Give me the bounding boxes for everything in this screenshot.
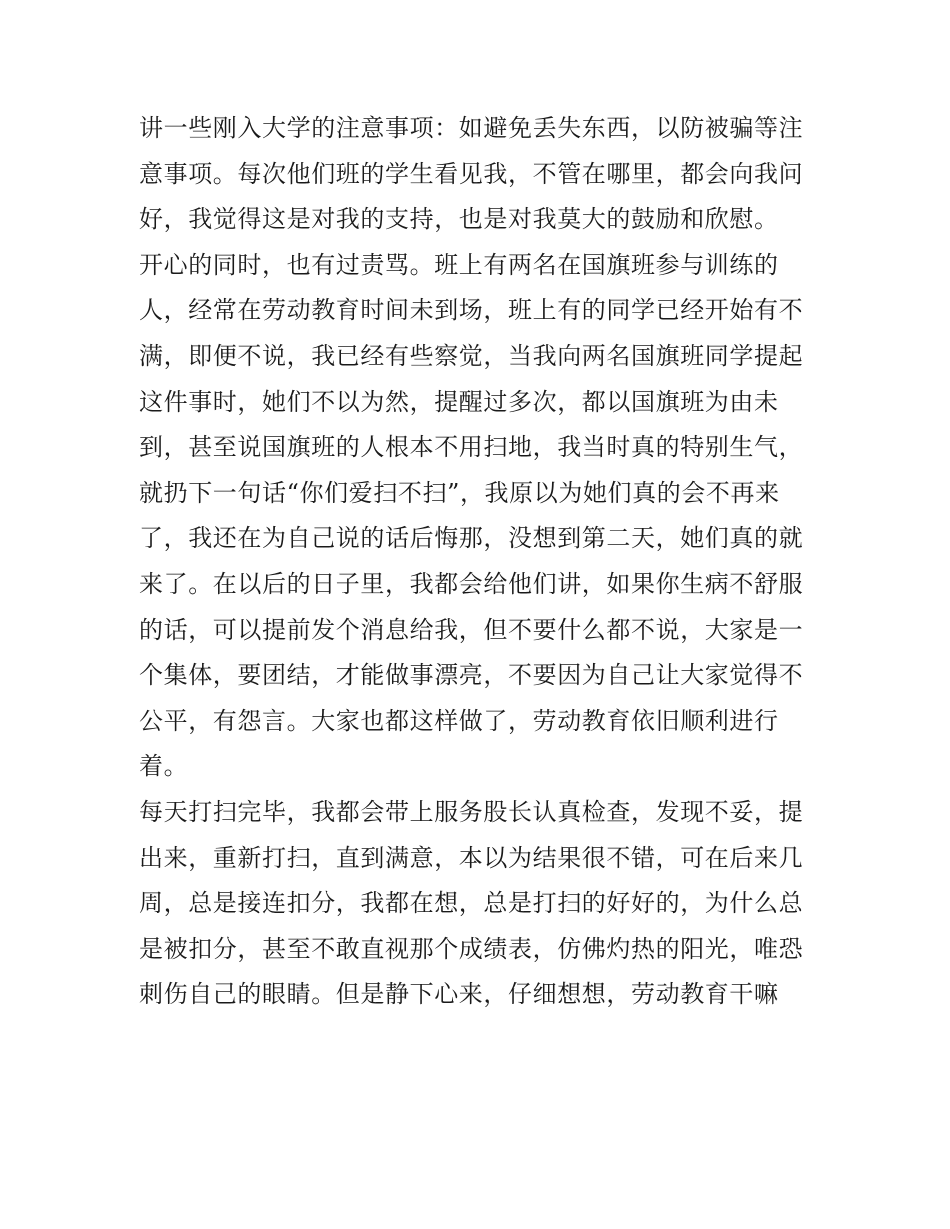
- text-line: 公平，有怨言。大家也都这样做了，劳动教育依旧顺利进行: [139, 706, 779, 735]
- text-line: 刺伤自己的眼睛。但是静下心来，仔细想想，劳动教育干嘛: [139, 980, 779, 1009]
- text-line: 开心的同时，也有过责骂。班上有两名在国旗班参与训练的: [139, 250, 779, 279]
- text-line: 出来，重新打扫，直到满意，本以为结果很不错，可在后来几: [139, 843, 804, 872]
- text-line: 意事项。每次他们班的学生看见我，不管在哪里，都会向我问: [139, 159, 804, 188]
- text-line: 人，经常在劳动教育时间未到场，班上有的同学已经开始有不: [139, 296, 804, 325]
- text-line: 来了。在以后的日子里，我都会给他们讲，如果你生病不舒服: [139, 569, 804, 598]
- text-line: 的话，可以提前发个消息给我，但不要什么都不说，大家是一: [139, 615, 804, 644]
- text-line: 着。: [139, 752, 189, 781]
- text-line: 了，我还在为自己说的话后悔那，没想到第二天，她们真的就: [139, 524, 804, 553]
- text-line: 满，即便不说，我已经有些察觉，当我向两名国旗班同学提起: [139, 341, 804, 370]
- text-line: 是被扣分，甚至不敢直视那个成绩表，仿佛灼热的阳光，唯恐: [139, 934, 804, 963]
- text-line: 每天打扫完毕，我都会带上服务股长认真检查，发现不妥，提: [139, 797, 804, 826]
- text-line: 就扔下一句话“你们爱扫不扫”，我原以为她们真的会不再来: [139, 478, 780, 507]
- body-text: [139, 106, 819, 1018]
- text-line: 到，甚至说国旗班的人根本不用扫地，我当时真的特别生气，: [139, 433, 804, 462]
- text-line: 讲一些刚入大学的注意事项：如避免丢失东西，以防被骗等注: [139, 114, 804, 142]
- text-line: 个集体，要团结，才能做事漂亮，不要因为自己让大家觉得不: [139, 661, 804, 690]
- text-line: 这件事时，她们不以为然，提醒过多次，都以国旗班为由未: [139, 387, 779, 416]
- text-line: 周，总是接连扣分，我都在想，总是打扫的好好的，为什么总: [139, 889, 804, 918]
- text-line: 好，我觉得这是对我的支持，也是对我莫大的鼓励和欣慰。: [139, 205, 779, 234]
